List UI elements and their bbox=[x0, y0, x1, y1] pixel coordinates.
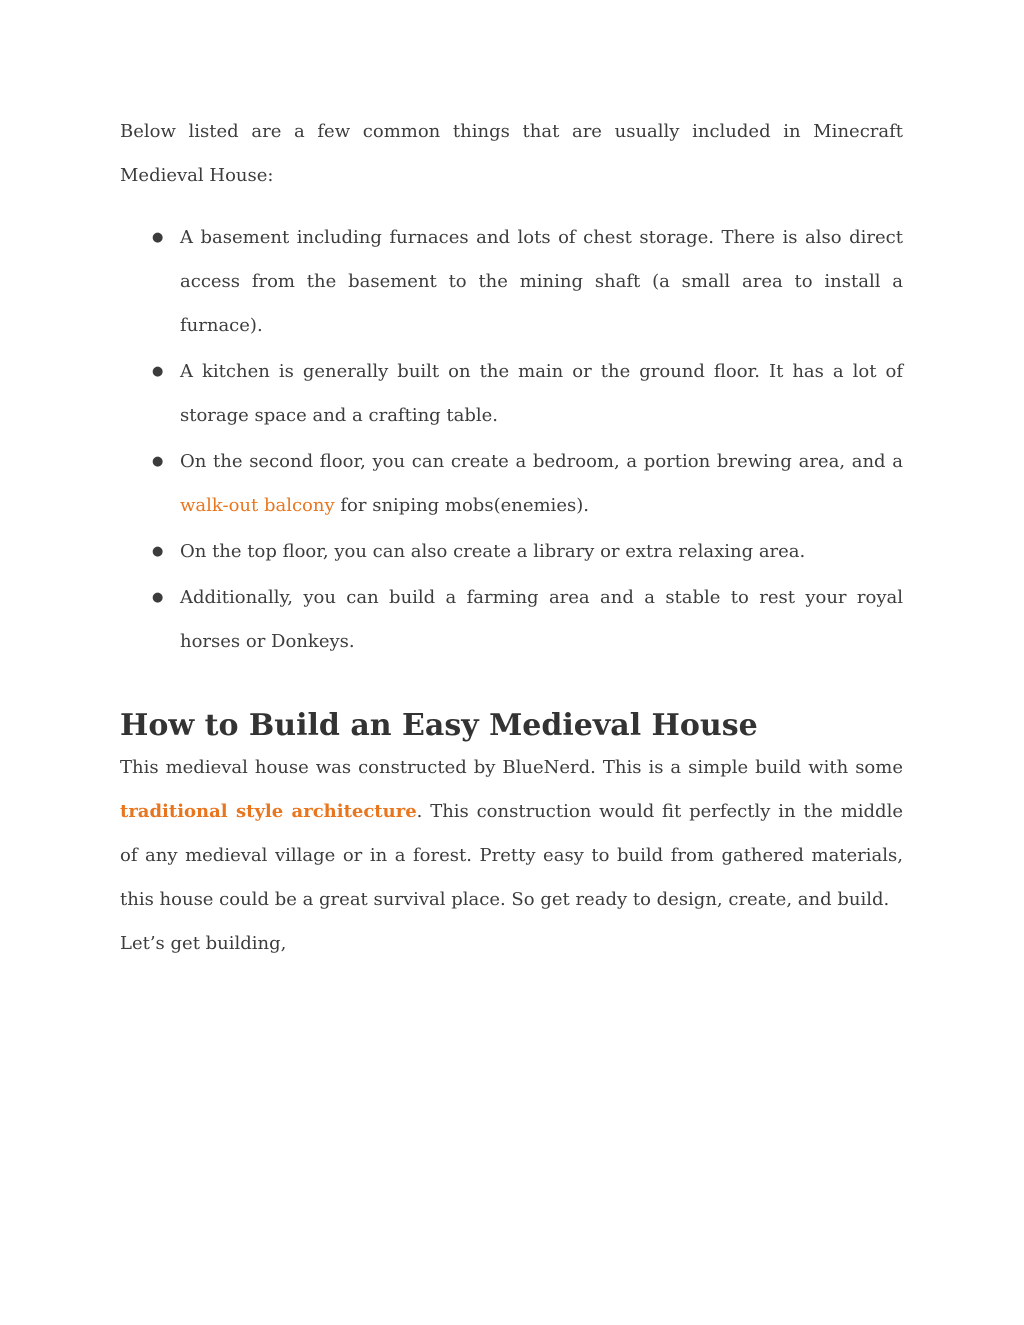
intro-paragraph: Below listed are a few common things that are usually included in Minecraft Medieval House: bbox=[120, 121, 903, 186]
bullet-icon: ● bbox=[152, 230, 164, 245]
list-item bbox=[120, 440, 903, 528]
walk-out-balcony-link[interactable]: walk-out balcony bbox=[180, 495, 335, 516]
list-item bbox=[120, 576, 903, 664]
list-item-text: On the top floor, you can also create a library or extra relaxing area. bbox=[180, 541, 806, 562]
description-paragraph bbox=[120, 746, 903, 922]
section-heading: How to Build an Easy Medieval House bbox=[120, 708, 758, 743]
bullet-icon: ● bbox=[152, 590, 164, 605]
list-item bbox=[120, 530, 903, 574]
bullet-icon: ● bbox=[152, 364, 164, 379]
closing-line: Let’s get building, bbox=[120, 933, 287, 954]
paragraph-text-before: This medieval house was constructed by BlueNerd. This is a simple build with some bbox=[120, 757, 903, 778]
bullet-icon: ● bbox=[152, 454, 164, 469]
features-list bbox=[120, 216, 903, 664]
traditional-architecture-link[interactable] bbox=[120, 801, 417, 822]
list-item bbox=[120, 350, 903, 438]
list-item-text: A basement including furnaces and lots of chest storage. There is also direct access from the basement to the mining shaft (a small area to install a furnace). bbox=[180, 227, 903, 336]
bullet-icon: ● bbox=[152, 544, 164, 559]
list-item-text: A kitchen is generally built on the main or the ground floor. It has a lot of storage space and a crafting table. bbox=[180, 361, 903, 426]
list-item-text-after: for sniping mobs(enemies). bbox=[334, 495, 589, 516]
list-item bbox=[120, 216, 903, 348]
paragraph-text-after: . This construction would fit perfectly in the middle of any medieval village or in a forest. Pretty easy to build from gathered materials, this house could be a great survival place. So get ready to design, create, and build. bbox=[120, 801, 903, 910]
traditional-architecture-link-label: traditional style architecture bbox=[120, 801, 417, 822]
list-item-text-before: On the second floor, you can create a bedroom, a portion brewing area, and a bbox=[180, 451, 903, 472]
document-page bbox=[120, 110, 903, 966]
list-item-text: Additionally, you can build a farming area and a stable to rest your royal horses or Donkeys. bbox=[180, 587, 903, 652]
